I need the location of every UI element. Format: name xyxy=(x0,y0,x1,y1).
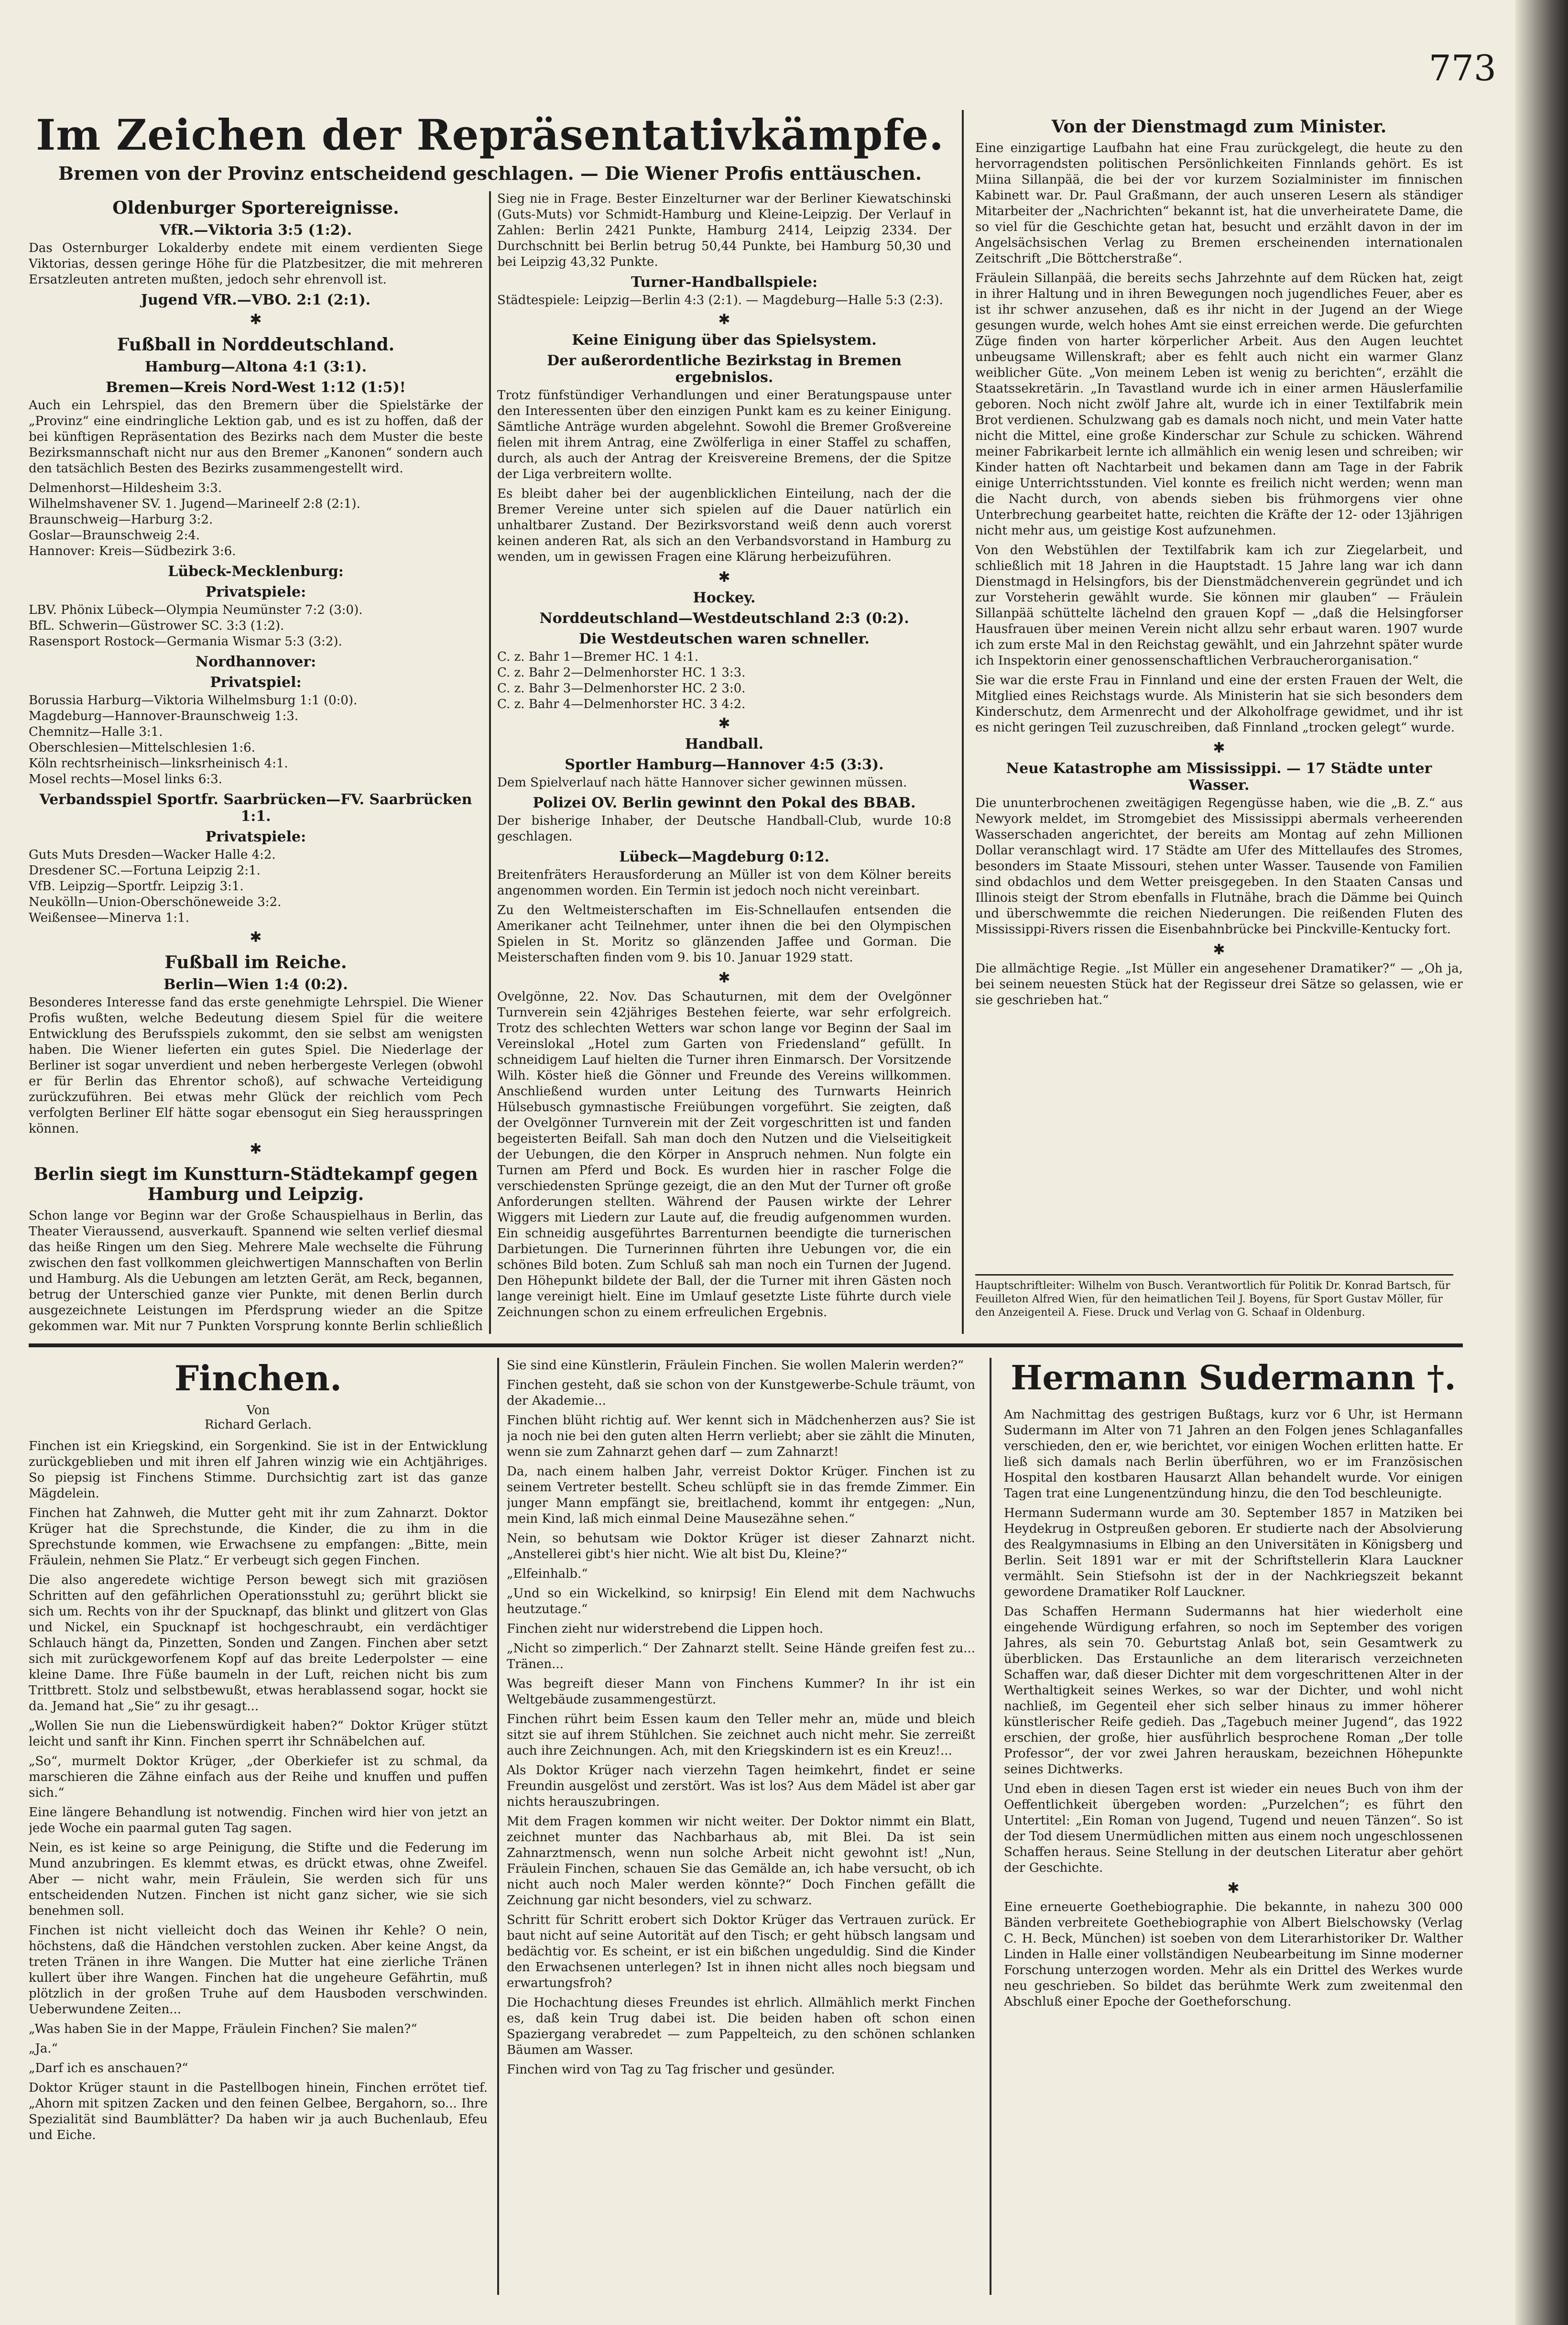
sub-heading: Lübeck-Mecklenburg: xyxy=(168,563,344,580)
paragraph: Das Schaffen Hermann Sudermanns hat hier wiederholt eine eingehende Würdigung erfahren, so noch im September des vorigen Jahres, als sein 70. Geburtstag Anlaß bot, sein Gesamtwerk zu überblicken. Das Erstaunliche an dem literarisch verzeichneten Schaffen war, daß dieser Dichter mit dem vorgeschrittenen Alter in der Werthaltigkeit seines Werkes, so war der Dichter, und wohl nicht nachließ, im Gegenteil eher sich selber hinaus zu immer höherer künstlerischer Reife gedieh. Das „Tagebuch meiner Jugend“, das 1922 erschien, der große, hier ausführlich besprochene Roman „Der tolle Professor“, der vor zwei Jahren herauskam, bezeichnen Höhepunkte seines Dichtwerks. xyxy=(1004,1605,1463,1777)
sub-heading: VfR.—Viktoria 3:5 (1:2). xyxy=(159,222,352,239)
star-divider: ✱ xyxy=(718,311,730,328)
byline-author: Richard Gerlach. xyxy=(204,1418,312,1432)
result-line: C. z. Bahr 1—Bremer HC. 1 4:1. xyxy=(497,650,699,664)
paragraph: Nein, es ist keine so arge Peinigung, die Stifte und die Federung im Mund anzubringen. Es klemmt etwas, es drückt etwas, ohne Zweifel. Aber — nicht wahr, mein Fräulein, Sie werden sich für uns entscheidenden Nutzen. Finchen ist nicht ganz sicher, wie sie sich benehmen soll. xyxy=(29,1841,488,1918)
sub-heading: Handball. xyxy=(685,736,764,753)
paragraph: Eine einzigartige Laufbahn hat eine Frau zurückgelegt, die heute zu den hervorragendsten politischen Persönlichkeiten Finnlands gehört. Es ist Miina Sillanpää, die bei der vor kurzem Sozialminister im finnischen Kabinett war. Dr. Paul Graßmann, der auch unseren Lesern als ständiger Mitarbeiter der „Nachrichten“ bekannt ist, hat die unverheiratete Dame, die so viel für die Geschichte getan hat, besucht und erzählt davon in der im Angelsächsischen Verlag zu Bremen erscheinenden internationalen Zeitschrift „Die Böttcherstraße“. xyxy=(975,141,1463,266)
sub-heading: Privatspiele: xyxy=(205,829,306,845)
sub-heading: Verbandsspiel Sportfr. Saarbrücken—FV. Saarbrücken 1:1. xyxy=(39,791,472,825)
sub-heading: Neue Katastrophe am Mississippi. — 17 Städte unter Wasser. xyxy=(1006,760,1432,794)
paragraph: Schritt für Schritt erobert sich Doktor Krüger das Vertrauen zurück. Er baut nicht auf seine Autorität auf den Tisch; er geht hübsch langsam und bedächtig vor. Es scheint, er ist ein bißchen ungeduldig. Sind die Kinder den Erwachsenen unterlegen? Ist in ihnen nicht alles noch biegsam und erwartungsfroh? xyxy=(507,1913,975,1990)
sub-heading: Lübeck—Magdeburg 0:12. xyxy=(619,849,829,865)
sudermann-title: Hermann Sudermann †. xyxy=(1011,1358,1456,1397)
star-divider: ✱ xyxy=(250,311,262,328)
paragraph: Finchen blüht richtig auf. Wer kennt sich in Mädchenherzen aus? Sie ist ja noch nie bei den guten alten Herrn verliebt; aber sie zählt die Minuten, wenn sie zum Zahnarzt gehen darf — zum Zahnarzt! xyxy=(507,1413,975,1459)
paragraph: Sie war die erste Frau in Finnland und eine der ersten Frauen der Welt, die Mitglied eines Reichstags wurde. Als Ministerin hat sie sich besonders dem Kinderschutz, dem Armenrecht und der Alkoholfrage gewidmet, und ihr ist es nicht geringen Teil zuzuschreiben, daß Finnland „trocken gelegt“ wurde. xyxy=(975,673,1463,735)
result-line: Hannover: Kreis—Südbezirk 3:6. xyxy=(29,544,236,558)
top-section xyxy=(29,110,1463,1334)
sub-heading: Norddeutschland—Westdeutschland 2:3 (0:2). xyxy=(539,610,909,627)
sub-heading: Der außerordentliche Bezirkstag in Bremen ergebnislos. xyxy=(547,352,902,386)
sub-heading: Turner-Handballspiele: xyxy=(631,274,818,291)
sub-heading: Privatspiele: xyxy=(205,584,306,600)
result-line: Städtespiele: Leipzig—Berlin 4:3 (2:1). — Magdeburg—Halle 5:3 (2:3). xyxy=(497,293,943,307)
paragraph: Dem Spielverlauf nach hätte Hannover sicher gewinnen müssen. xyxy=(497,775,907,790)
main-subhead: Bremen von der Provinz entscheidend geschlagen. — Die Wiener Profis enttäuschen. xyxy=(58,163,922,184)
star-divider: ✱ xyxy=(250,929,262,946)
result-line: C. z. Bahr 2—Delmenhorster HC. 1 3:3. xyxy=(497,666,746,680)
sub-heading: Keine Einigung über das Spielsystem. xyxy=(572,332,877,349)
star-divider: ✱ xyxy=(1227,1880,1240,1897)
result-line: Neukölln—Union-Oberschöneweide 3:2. xyxy=(29,895,282,909)
result-line: BfL. Schwerin—Güstrower SC. 3:3 (1:2). xyxy=(29,619,284,633)
sub-heading: Hockey. xyxy=(693,589,756,606)
article-heading: Oldenburger Sportereignisse. xyxy=(112,198,399,218)
section-divider xyxy=(29,1343,1463,1347)
feuilleton-column-1 xyxy=(29,1358,488,2295)
sub-heading: Berlin—Wien 1:4 (0:2). xyxy=(163,976,348,993)
feuilleton-title: Finchen. xyxy=(174,1358,342,1398)
result-line: Wilhelmshavener SV. 1. Jugend—Marineelf 2:8 (2:1). xyxy=(29,497,360,511)
column-rule xyxy=(497,1358,499,2295)
article-heading: Berlin siegt im Kunstturn-Städtekampf gegen Hamburg und Leipzig. xyxy=(33,1164,478,1204)
paragraph: Fräulein Sillanpää, die bereits sechs Jahrzehnte auf dem Rücken hat, zeigt in ihrer Haltung und in ihren Bewegungen noch jugendliches Feuer, aber es ist ihr schwer anzusehen, daß es ihr nicht in der Jugend an der Wiege gesungen wurde, welch hohes Amt sie einst erreichen werde. Die gefurchten Züge finden von harter körperlicher Arbeit. Aus den Augen leuchtet unbeugsame Willenskraft; aber es fehlt auch nicht ein warmer Glanz weiblicher Güte. „Von meinem Leben ist wenig zu berichten“, erzählt die Staatssekretärin. „In Tavastland wurde ich in einer armen Häuslerfamilie geboren. Noch nicht zwölf Jahre alt, wurde ich in einer Textilfabrik mein Brot verdienen. Schulzwang gab es damals noch nicht, und mein Vater hatte nicht die Mittel, eine große Kinderschar zur Schule zu schicken. Während meiner Fabrikarbeit lernte ich allmählich ein wenig lesen und schreiben; wir Kinder hatten oft Nachtarbeit und bekamen dann am Tage in der Fabrik einige Unterrichtsstunden. Viel konnte es freilich nicht werden; wenn man die Nacht durch, von abends sieben bis frühmorgens vier ohne Unterbrechung gearbeitet hatte, reichten die Kräfte der 12- oder 13jährigen nicht mehr aus, um geistige Kost aufzunehmen. xyxy=(975,271,1463,538)
bottom-section xyxy=(29,1358,1463,2295)
paragraph: Hermann Sudermann wurde am 30. September 1857 in Matziken bei Heydekrug in Ostpreußen geboren. Er studierte nach der Absolvierung des Realgymnasiums in Elbing an den Universitäten in Königsberg und Berlin. Seit 1891 war er mit der Schriftstellerin Klara Lauckner vermählt. Sein Stiefsohn ist der in der Nachkriegszeit bekannt gewordene Dramatiker Rolf Lauckner. xyxy=(1004,1506,1463,1599)
result-line: LBV. Phönix Lübeck—Olympia Neumünster 7:2 (3:0). xyxy=(29,603,363,617)
paragraph: Sie sind eine Künstlerin, Fräulein Finchen. Sie wollen Malerin werden?“ xyxy=(507,1358,964,1373)
sub-heading: Jugend VfR.—VBO. 2:1 (2:1). xyxy=(141,292,371,308)
paragraph: Besonderes Interesse fand das erste genehmigte Lehrspiel. Die Wiener Profis wußten, welche Bedeutung diesem Spiel für die weitere Entwicklung des Berufsspiels zukommt, den sie selbst am wenigsten haben. Die Wiener lieferten ein gutes Spiel. Die Niederlage der Berliner ist sogar unverdient und neben herbergeste Verlegen (obwohl er für Berlin das Ehrentor schoß), auf schwache Verteidigung zurückzuführen. Bei etwas mehr Glück der reichlich vom Pech verfolgten Berliner Elf hätte sogar ebensogut ein Sieg herausspringen können. xyxy=(29,995,483,1136)
byline-von: Von xyxy=(246,1403,270,1418)
sub-heading: Hamburg—Altona 4:1 (3:1). xyxy=(144,359,367,375)
paragraph: „Nicht so zimperlich.“ Der Zahnarzt stellt. Seine Hände greifen fest zu... Tränen... xyxy=(507,1641,975,1671)
paragraph: Breitenfräters Herausforderung an Müller ist von dem Kölner bereits angenommen worden. Ein Termin ist jedoch noch nicht vereinbart. xyxy=(497,868,951,898)
sudermann-column xyxy=(1004,1358,1463,2295)
binding-fold xyxy=(1515,0,1568,2325)
sub-heading: Sportler Hamburg—Hannover 4:5 (3:3). xyxy=(565,756,884,773)
paragraph: Schon lange vor Beginn war der Große Schauspielhaus in Berlin, das Theater Vieraussend, ausverkauft. Spannend wie selten verlief diesmal das heiße Ringen um den Sieg. Mehrere Male wechselte die Führung zwischen den fast vollkommen gleichwertigen Mannschaften von Berlin und Hamburg. Als die Uebungen am letzten Gerät, am Reck, begannen, betrug der Unterschied ganze vier Punkte, mit denen Berlin durch ausgezeichnete Leistungen im Pferdsprung wieder an die Spitze gekommen war. Mit nur 7 Punkten Vorsprung konnte Berlin schließlich xyxy=(29,1209,483,1333)
paragraph: „Und so ein Wickelkind, so knirpsig! Ein Elend mit dem Nachwuchs heutzutage.“ xyxy=(507,1586,975,1616)
paragraph: Und eben in diesen Tagen erst ist wieder ein neues Buch von ihm der Oeffentlichkeit übergeben worden: „Purzelchen“; es führt den Untertitel: „Ein Roman von Jugend, Tugend und neuen Tänzen“. So ist der Tod diesem Unermüdlichen mitten aus einem noch ungeschlossenen Schaffen heraus. Seine Stellung in der deutschen Literatur aber gehört der Geschichte. xyxy=(1004,1782,1463,1875)
paragraph: Eine längere Behandlung ist notwendig. Finchen wird hier von jetzt an jede Woche ein paarmal guten Tag sagen. xyxy=(29,1805,488,1835)
result-line: Magdeburg—Hannover-Braunschweig 1:3. xyxy=(29,709,299,723)
paragraph: Es bleibt daher bei der augenblicklichen Einteilung, nach der die Bremer Vereine unter sich spielen auf die Dauer natürlich ein unhaltbarer Zustand. Der Bezirksvorstand weiß denn auch vorerst keinen anderen Rat, als sich an den Verbandsvorstand in Hamburg zu wenden, um in gewissen Fragen eine Klärung herbeizuführen. xyxy=(497,487,951,564)
paragraph: „Ja.“ xyxy=(29,2041,58,2056)
result-line: Weißensee—Minerva 1:1. xyxy=(29,911,189,925)
star-divider: ✱ xyxy=(1213,941,1225,958)
paragraph: Finchen zieht nur widerstrebend die Lippen hoch. xyxy=(507,1622,824,1636)
article-heading: Von der Dienstmagd zum Minister. xyxy=(1051,117,1387,137)
paragraph: Finchen ist ein Kriegskind, ein Sorgenkind. Sie ist in der Entwicklung zurückgeblieben und mit ihren elf Jahren winzig wie ein Achtjähriges. So piepsig ist Finchens Stimme. Durchsichtig zart ist das ganze Mägdelein. xyxy=(29,1439,488,1501)
paragraph: Finchen wird von Tag zu Tag frischer und gesünder. xyxy=(507,2063,835,2077)
result-line: Braunschweig—Harburg 3:2. xyxy=(29,513,213,527)
star-divider: ✱ xyxy=(1213,740,1225,756)
paragraph: „Was haben Sie in der Mappe, Fräulein Finchen? Sie malen?“ xyxy=(29,2022,417,2036)
star-divider: ✱ xyxy=(250,1141,262,1157)
column-sport-a xyxy=(29,110,483,1334)
sub-heading: Bremen—Kreis Nord-West 1:12 (1:5)! xyxy=(106,379,406,396)
sub-heading: Polizei OV. Berlin gewinnt den Pokal des BBAB. xyxy=(533,795,916,811)
paragraph: Das Osternburger Lokalderby endete mit einem verdienten Siege Viktorias, dessen geringe Höhe für die Platzbesitzer, die mit mehreren Ersatzleuten antreten mußten, jedoch sehr ehrenvoll ist. xyxy=(29,241,483,287)
result-line: Mosel rechts—Mosel links 6:3. xyxy=(29,772,222,786)
column-rule xyxy=(489,191,491,1334)
paragraph: Von den Webstühlen der Textilfabrik kam ich zur Ziegelarbeit, und schließlich mit 18 Jahren in die Hauptstadt. 15 Jahre lang war ich dann Dienstmagd in Helsingfors, bis der Dienstmädchenverein gegründet und ich zur Vorsteherin gewählt wurde. Sie können mir glauben“ — Fräulein Sillanpää schüttelte lächelnd den grauen Kopf — „daß die Helsingforser Hausfrauen über meinen Verein nicht allzu sehr erbaut waren. 1907 wurde ich zum erste Mal in den Reichstag gewählt, und ein Jahrzehnt später wurde ich Inspektorin einer genossenschaftlichen Verbraucherorganisation.“ xyxy=(975,543,1463,668)
paragraph: „Darf ich es anschauen?“ xyxy=(29,2061,188,2075)
paragraph: Finchen ist nicht vielleicht doch das Weinen ihr Kehle? O nein, höchstens, daß die Händchen verstohlen zucken. Aber keine Angst, da treten Tränen in ihre Wangen. Die Mutter hat eine zierliche Tränen kullert über ihre Wangen. Finchen hat die ungeheure Gefährtin, muß plötzlich in der großen Truhe auf dem Hausboden verschwinden. Ueberwundene Zeiten... xyxy=(29,1923,488,2017)
result-line: Köln rechtsrheinisch—linksrheinisch 4:1. xyxy=(29,756,288,771)
paragraph: Der bisherige Inhaber, der Deutsche Handball-Club, wurde 10:8 geschlagen. xyxy=(497,814,951,844)
paragraph: „Wollen Sie nun die Liebenswürdigkeit haben?“ Doktor Krüger stützt leicht und sanft ihr Kinn. Finchen sperrt ihr Schnäbelchen auf. xyxy=(29,1719,488,1749)
goethe-notice: Eine erneuerte Goethebiographie. Die bekannte, in nahezu 300 000 Bänden verbreitete Goethebiographie von Albert Bielschowsky (Verlag C. H. Beck, München) ist soeben von dem Literarhistoriker Dr. Walther Linden in Halle einer vollständigen Neubearbeitung im Sinne moderner Forschung unterzogen worden. Mehr als ein Drittel des Werkes wurde neu geschrieben. So bildet das berühmte Werk zum zweitenmal den Abschluß einer Epoche der Goetheforschung. xyxy=(1004,1900,1463,2009)
paragraph: Die allmächtige Regie. „Ist Müller ein angesehener Dramatiker?“ — „Oh ja, bei seinem neuesten Stück hat der Regisseur drei Sätze so gelassen, wie er sie geschrieben hat.“ xyxy=(975,961,1463,1007)
paragraph: Als Doktor Krüger nach vierzehn Tagen heimkehrt, findet er seine Freundin ausgelöst und zerstört. Was ist los? Aus dem Mädel ist aber gar nichts herauszubringen. xyxy=(507,1763,975,1809)
article-heading: Fußball in Norddeutschland. xyxy=(117,335,395,355)
paragraph: „Elfeinhalb.“ xyxy=(507,1567,588,1581)
paragraph: Doktor Krüger staunt in die Pastellbogen hinein, Finchen errötet tief. „Ahorn mit spitzen Zacken und den feinen Gelbee, Bergahorn, so... Ihre Spezialität sind Baumblätter? Da haben wir ja auch Buchenlaub, Efeu und Eiche. xyxy=(29,2081,488,2142)
paragraph: Nein, so behutsam wie Doktor Krüger ist dieser Zahnarzt nicht. „Anstellerei gibt's hier nicht. Wie alt bist Du, Kleine?“ xyxy=(507,1531,975,1561)
paragraph: Ovelgönne, 22. Nov. Das Schauturnen, mit dem der Ovelgönner Turnverein sein 42jähriges Bestehen feierte, war sehr erfolgreich. Trotz des schlechten Wetters war schon lange vor Beginn der Saal im Vereinslokal „Hotel zum Garten von Friedensland“ gefüllt. In schneidigem Lauf hielten die Turner ihren Einmarsch. Der Vorsitzende Wilh. Köster hieß die Gönner und Freunde des Vereins willkommen. Anschließend wurden unter Leitung des Turnwarts Heinrich Hülsebusch gymnastische Freiübungen vorgeführt. Sie zeigten, daß der Ovelgönner Turnverein mit der Zeit vorgeschritten ist und fanden begeisterten Beifall. Sah man doch den Nutzen und die Vielseitigkeit der Uebungen, die den Körper in Anspruch nehmen. Nun folgte ein Turnen am Pferd und Bock. Es wurden hier in rascher Folge die verschiedensten Sprünge gezeigt, die an den Mut der Turner oft große Anforderungen stellten. Während der Pausen wirkte der Lehrer Wiggers mit Liedern zur Laute auf, die freudig aufgenommen wurden. Ein schneidig ausgeführtes Barrenturnen beendigte die turnerischen Darbietungen. Die Turnerinnen führten ihre Uebungen vor, die ein schönes Bild boten. Zum Schluß sah man noch ein Turnen der Jugend. Den Höhepunkt bildete der Ball, der die Turner mit ihren Gästen noch lange vereinigt hielt. Eine im Umlauf gesetzte Liste führte durch viele Zeichnungen schon zu einem erfreulichen Ergebnis. xyxy=(497,990,951,1320)
result-line: Oberschlesien—Mittelschlesien 1:6. xyxy=(29,741,255,755)
star-divider: ✱ xyxy=(718,569,730,586)
paragraph: Finchen rührt beim Essen kaum den Teller mehr an, müde und bleich sitzt sie auf ihrem Stühlchen. Sie zeichnet auch nicht mehr. Sie zerreißt auch ihre Zeichnungen. Ach, mit den Kriegskindern ist es ein Kreuz!... xyxy=(507,1712,975,1758)
paragraph: Sieg nie in Frage. Bester Einzelturner war der Berliner Kiewatschinski (Guts-Muts) vor Schmidt-Hamburg und Kleine-Leipzig. Der Verlauf in Zahlen: Berlin 2421 Punkte, Hamburg 2414, Leipzig 2334. Der Durchschnitt bei Berlin betrug 50,44 Punkte, bei Hamburg 50,30 und bei Leipzig 43,32 Punkte. xyxy=(497,192,951,269)
sub-heading: Nordhannover: xyxy=(195,654,316,670)
result-line: C. z. Bahr 3—Delmenhorster HC. 2 3:0. xyxy=(497,681,746,696)
star-divider: ✱ xyxy=(718,970,730,986)
paragraph: Die also angeredete wichtige Person bewegt sich mit graziösen Schritten auf den gefährlichen Operationsstuhl zu; gerührt blickt sie sich um. Rechts von ihr der Spucknapf, das blinkt und glitzert von Glas und Nickel, ein Spucknapf ist hochgeschraubt, ein verdächtiger Schlauch hängt da, Pinzetten, Sonden und Zangen. Finchen aber setzt sich mit zurückgeworfenem Kopf auf das breite Lederpolster — eine kleine Dame. Ihre Füße baumeln in der Luft, reichen nicht bis zum Trittbrett. Stolz und selbstbewußt, etwas herablassend sogar, hockt sie da. Jemand hat „Sie“ zu ihr gesagt... xyxy=(29,1573,488,1714)
result-line: Dresdener SC.—Fortuna Leipzig 2:1. xyxy=(29,863,261,878)
result-line: Delmenhorst—Hildesheim 3:3. xyxy=(29,481,222,495)
paragraph: Finchen gesteht, daß sie schon von der Kunstgewerbe-Schule träumt, von der Akademie... xyxy=(507,1378,975,1408)
result-line: Guts Muts Dresden—Wacker Halle 4:2. xyxy=(29,848,276,862)
result-line: Chemnitz—Halle 3:1. xyxy=(29,725,163,739)
sub-heading: Privatspiel: xyxy=(210,674,302,691)
paragraph: Auch ein Lehrspiel, das den Bremern über die Spielstärke der „Provinz“ eine eindringliche Lektion gab, und es ist zu hoffen, daß der bei künftigen Repräsentation des Bezirks nach dem Muster die beste Bezirksmannschaft nicht nur aus den Bremer „Kanonen“ sondern auch den tatsächlich Besten des Bezirks zusammengestellt wird. xyxy=(29,398,483,476)
feuilleton-column-2 xyxy=(507,1358,975,2295)
article-heading: Fußball im Reiche. xyxy=(164,952,347,972)
paragraph: Trotz fünfstündiger Verhandlungen und einer Beratungspause unter den Interessenten über den einzigen Punkt kam es zu keiner Einigung. Sämtliche Anträge wurden abgelehnt. Sowohl die Bremer Großvereine fielen mit ihrem Antrag, eine Zwölferliga in einer Staffel zu schaffen, durch, als auch der Antrag der Kreisvereine Bremens, der die Spitze der Liga verbreitern wollte. xyxy=(497,388,951,481)
column-rule xyxy=(962,110,964,1334)
result-line: Goslar—Braunschweig 2:4. xyxy=(29,528,200,543)
column-news-c xyxy=(975,110,1463,1334)
impressum: Hauptschriftleiter: Wilhelm von Busch. Verantwortlich für Politik Dr. Konrad Bartsch, für Feuilleton Alfred Wien, für den heimatlichen Teil J. Boyens, für Sport Gustav Möller, für den Anzeigenteil A. Fiese. Druck und Verlag von G. Schaaf in Oldenburg. xyxy=(975,1274,1453,1320)
result-line: Borussia Harburg—Viktoria Wilhelmsburg 1:1 (0:0). xyxy=(29,693,358,708)
paragraph: „So“, murmelt Doktor Krüger, „der Oberkiefer ist zu schmal, da marschieren die Zähne einfach aus der Reihe und knuffen und puffen sich.“ xyxy=(29,1754,488,1800)
paragraph: Am Nachmittag des gestrigen Bußtags, kurz vor 6 Uhr, ist Hermann Sudermann im Alter von 71 Jahren an den Folgen jenes Schlaganfalles verschieden, den er, wie berichtet, vor einigen Wochen erlitten hatte. Er ließ sich damals nach Berlin überführen, wo er im Französischen Hospital den kostbaren Hausarzt Allan behandelt wurde. Vor einigen Tagen trat eine Lungenentzündung hinzu, die den Tod beschleunigte. xyxy=(1004,1408,1463,1501)
paragraph: Was begreift dieser Mann von Finchens Kummer? In ihr ist ein Weltgebäude zusammengestürzt. xyxy=(507,1677,975,1707)
sub-heading: Die Westdeutschen waren schneller. xyxy=(579,631,870,647)
result-line: VfB. Leipzig—Sportfr. Leipzig 3:1. xyxy=(29,879,244,894)
star-divider: ✱ xyxy=(718,715,730,732)
column-sport-b xyxy=(497,110,951,1334)
page-number: 773 xyxy=(1428,48,1496,89)
column-rule xyxy=(990,1358,991,2295)
paragraph: Mit dem Fragen kommen wir nicht weiter. Der Doktor nimmt ein Blatt, zeichnet munter das Nachbarhaus ab, mit Blei. Da ist sein Zahnarztmensch, wenn nun solche Arbeit nicht gewohnt ist! „Nun, Fräulein Finchen, schauen Sie das Gemälde an, ich habe versucht, ob ich nicht auch noch Maler werden könnte?“ Doch Finchen gefällt die Zeichnung gar nicht besonders, viel zu schwarz. xyxy=(507,1814,975,1908)
main-headline: Im Zeichen der Repräsentativkämpfe. xyxy=(36,110,944,160)
result-line: C. z. Bahr 4—Delmenhorster HC. 3 4:2. xyxy=(497,697,746,711)
paragraph: Zu den Weltmeisterschaften im Eis-Schnellaufen entsenden die Amerikaner acht Teilnehmer, unter ihnen die bei den Olympischen Spielen in St. Moritz so glänzenden Jaffee und Gorman. Die Meisterschaften finden vom 9. bis 10. Januar 1929 statt. xyxy=(497,903,951,965)
paragraph: Finchen hat Zahnweh, die Mutter geht mit ihr zum Zahnarzt. Doktor Krüger hat die Sprechstunde, die Kinder, die zu ihm in die Sprechstunde kommen, wie Erwachsene zu empfangen: „Bitte, mein Fräulein, nehmen Sie Platz.“ Er verbeugt sich gegen Finchen. xyxy=(29,1506,488,1568)
paragraph: Die Hochachtung dieses Freundes ist ehrlich. Allmählich merkt Finchen es, daß kein Trug dabei ist. Die beiden haben oft schon einen Spaziergang verabredet — zum Pappelteich, zu den schönen schlanken Bäumen am Wasser. xyxy=(507,1996,975,2057)
paragraph: Da, nach einem halben Jahr, verreist Doktor Krüger. Finchen ist zu seinem Vertreter bestellt. Scheu schlüpft sie in das fremde Zimmer. Ein junger Mann empfängt sie, breitlachend, kommt ihr entgegen: „Nun, mein Kind, laß mich einmal Deine Mausezähne sehen.“ xyxy=(507,1464,975,1526)
paragraph: Die ununterbrochenen zweitägigen Regengüsse haben, wie die „B. Z.“ aus Newyork meldet, im Stromgebiet des Mississippi abermals verheerenden Wasserschaden angerichtet, der bereits am Montag auf zehn Millionen Dollar veranschlagt wird. 17 Städte am Ufer des Mittellaufes des Stromes, besonders im Staate Missouri, stehen unter Wasser. Tausende von Familien sind obdachlos und dem Wetter preisgegeben. In den Staaten Cansas und Illinois steigt der Strom ebenfalls in Flutnähe, brach die Dämme bei Quinch und überschwemmte die reichen Niederungen. Die reißenden Fluten des Mississippi-Rivers rissen die Eisenbahnbrücke bei Pinckville-Kentucky fort. xyxy=(975,796,1463,937)
result-line: Rasensport Rostock—Germania Wismar 5:3 (3:2). xyxy=(29,634,342,649)
